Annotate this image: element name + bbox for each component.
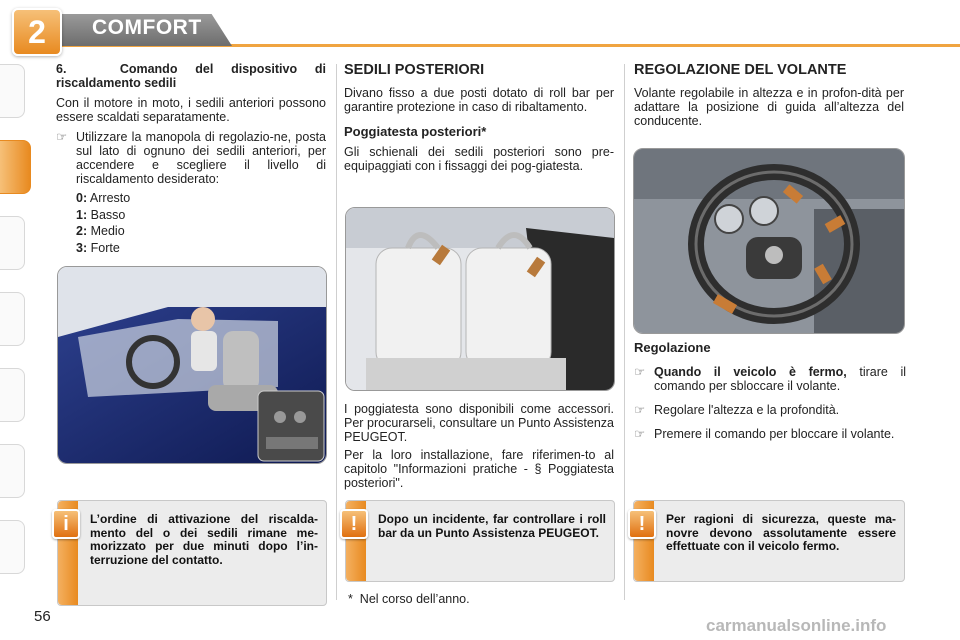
- pointing-hand-icon: ☞: [634, 403, 646, 417]
- chapter-tab-7[interactable]: [0, 520, 25, 574]
- adjustment-bullet-1: ☞ Quando il veicolo è fermo, tirare il comando per sbloccare il volante.: [634, 365, 907, 393]
- heating-intro: Con il motore in moto, i sedili anteriori possono essere scaldati separatamente.: [56, 96, 326, 124]
- warning-note-rollbar: [345, 500, 615, 582]
- chapter-tab-4[interactable]: [0, 292, 25, 346]
- seat-heating-illustration: [57, 266, 327, 464]
- adjustment-bullet-3: ☞ Premere il comando per bloccare il volante.: [634, 427, 895, 441]
- column-divider-1: [336, 64, 337, 600]
- middle-column: [344, 62, 614, 173]
- pointing-hand-icon: ☞: [56, 130, 68, 144]
- warning-icon: !: [628, 509, 656, 539]
- level-item: 1: Basso: [76, 207, 126, 222]
- warning-note-vehicle-stopped-text: Per ragioni di sicurezza, queste ma-novre devono assolutamente essere effettuate con il veicolo fermo.: [666, 512, 896, 553]
- level-item: 0: Arresto: [76, 191, 131, 205]
- seat-heating-illustration-svg: [58, 267, 326, 463]
- level-item: 2: Medio: [76, 224, 125, 238]
- info-note: [57, 500, 327, 606]
- headrests-install-text: Per la loro installazione, fare riferimen-to al capitolo "Informazioni pratiche - § Poggiatesta posteriori".: [344, 448, 614, 490]
- info-note-text: L’ordine di attivazione del riscalda-mento del o dei sedili rimane me-morizzato per due minuti dopo l’in-terruzione del contatto.: [90, 512, 318, 567]
- steering-wheel-intro: Volante regolabile in altezza e in profon-dità per adattare la posizione di guida all’altezza del conducente.: [634, 86, 904, 128]
- rear-seats-intro: Divano fisso a due posti dotato di roll bar per garantire protezione in caso di ribaltamento.: [344, 86, 614, 114]
- warning-note-vehicle-stopped: [633, 500, 905, 582]
- steering-wheel-title: REGOLAZIONE DEL VOLANTE: [634, 62, 847, 78]
- footnote: * Nel corso dell’anno.: [348, 592, 470, 606]
- level-item: 3: Forte: [76, 240, 120, 255]
- steering-wheel-illustration-svg: [634, 149, 904, 333]
- rear-seats-illustration-svg: [346, 208, 614, 390]
- heating-bullet-text: Utilizzare la manopola di regolazio-ne, posta sul lato di ognuno dei sedili anteriori, per accendere e scegliere il livello di riscaldamento desiderato:: [76, 130, 326, 186]
- chapter-tab-3[interactable]: [0, 216, 25, 270]
- heating-bullet: [56, 130, 326, 186]
- chapter-tab-6[interactable]: [0, 444, 25, 498]
- steering-wheel-adjustment: [634, 340, 906, 441]
- item-heading: 6. Comando del dispositivo di riscaldamento sedili: [56, 62, 326, 90]
- chapter-tab-2-active[interactable]: [0, 140, 31, 194]
- pointing-hand-icon: ☞: [634, 365, 646, 379]
- chapter-tab-1[interactable]: [0, 64, 25, 118]
- page-title: COMFORT: [92, 16, 202, 39]
- rear-seats-title: SEDILI POSTERIORI: [344, 62, 485, 78]
- rear-headrests-subtitle: Poggiatesta posteriori*: [344, 124, 487, 139]
- pointing-hand-icon: ☞: [634, 427, 646, 441]
- rear-seats-illustration: [345, 207, 615, 391]
- headrests-accessory-text: I poggiatesta sono disponibili come accessori. Per procurarseli, consultare un Punto Assistenza PEUGEOT.: [344, 402, 614, 444]
- column-divider-2: [624, 64, 625, 600]
- chapter-number-badge: 2: [12, 8, 62, 56]
- rear-headrests-text: Gli schienali dei sedili posteriori sono pre-equipaggiati con i fissaggi dei pog-giatesta.: [344, 145, 614, 173]
- watermark: carmanualsonline.info: [706, 616, 887, 635]
- page-number: 56: [34, 608, 51, 625]
- warning-note-rollbar-text: Dopo un incidente, far controllare i roll bar da un Punto Assistenza PEUGEOT.: [378, 512, 606, 540]
- steering-wheel-illustration: [633, 148, 905, 334]
- info-icon: i: [52, 509, 80, 539]
- chapter-tab-5[interactable]: [0, 368, 25, 422]
- middle-lower-text: [344, 402, 614, 490]
- adjustment-bullet-2: ☞ Regolare l'altezza e la profondità.: [634, 403, 840, 417]
- warning-icon: !: [340, 509, 368, 539]
- adjustment-subtitle: Regolazione: [634, 340, 711, 355]
- left-column: [56, 62, 326, 256]
- heating-levels: [56, 190, 326, 256]
- right-column: [634, 62, 904, 128]
